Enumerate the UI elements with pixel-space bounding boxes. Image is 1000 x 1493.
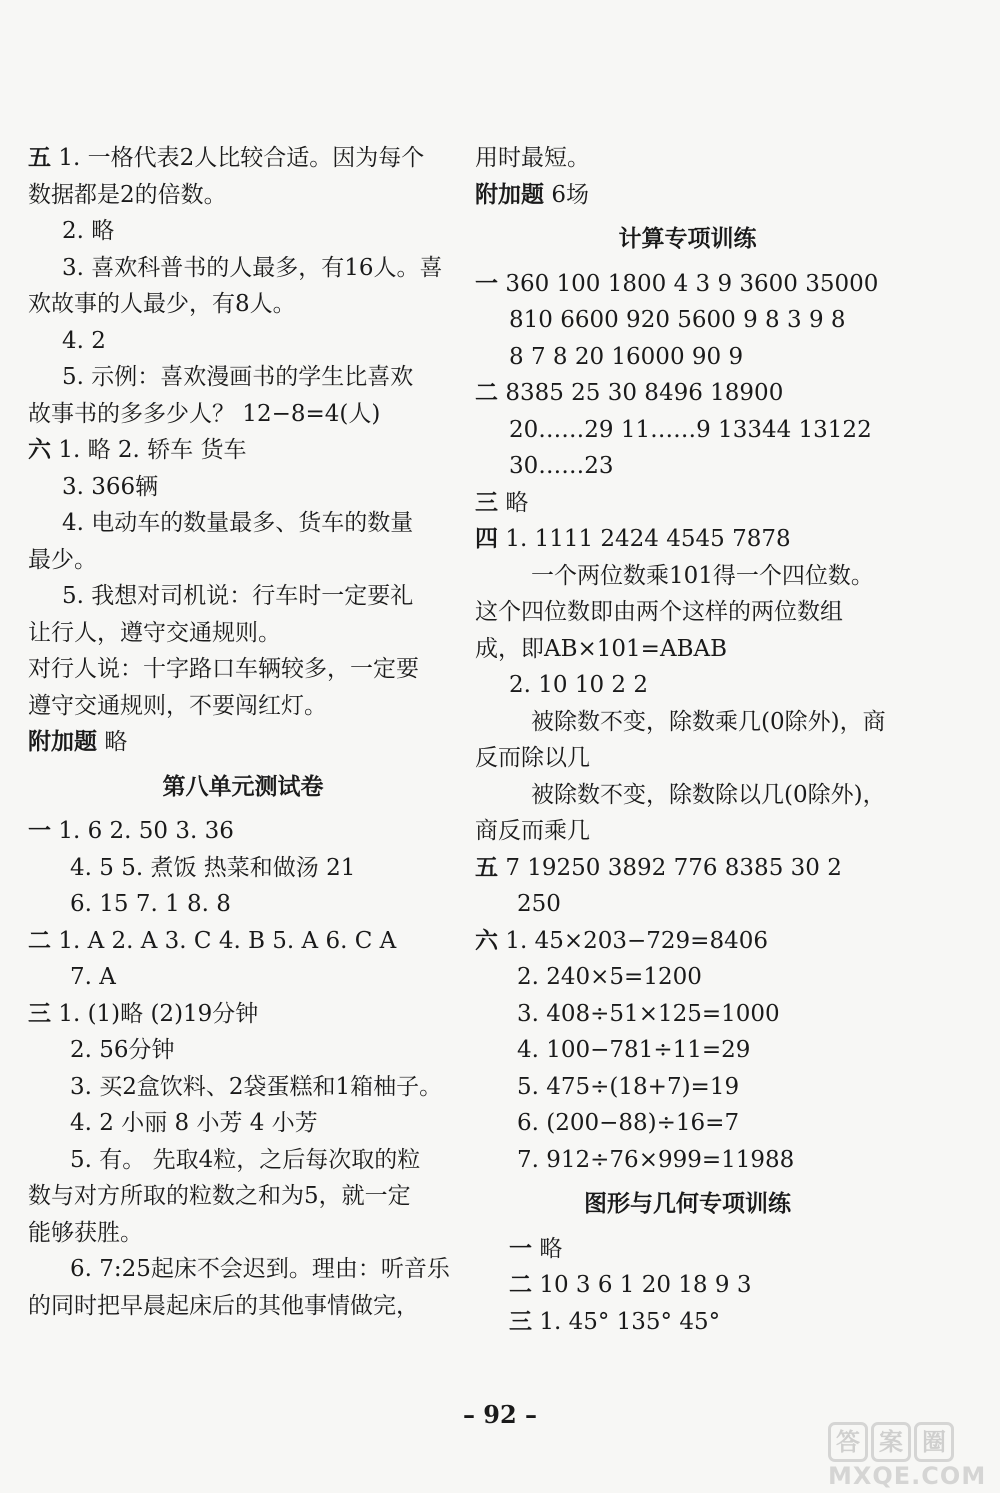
answer-line: 6. 15 7. 1 8. 8 <box>70 891 231 917</box>
right-column <box>475 140 900 1340</box>
answer-line: 三 1. 45° 135° 45° <box>509 1308 721 1335</box>
answer-line: 4. 100−781÷11=29 <box>517 1037 751 1063</box>
answer-line: 2. 10 10 2 2 <box>509 672 648 698</box>
answer-line: 六 1. 略 2. 轿车 货车 <box>28 437 247 463</box>
answer-line: 2. 240×5=1200 <box>517 964 702 990</box>
answer-line: 数据都是2的倍数。 <box>28 181 227 208</box>
answer-line: 故事书的多多少人？ 12−8=4(人) <box>28 400 381 427</box>
answer-line: 对行人说：十字路口车辆较多，一定要 <box>28 656 419 682</box>
watermark-char: 圈 <box>914 1422 954 1462</box>
answer-line: 7. 912÷76×999=11988 <box>517 1146 795 1173</box>
answer-line: 商反而乘几 <box>475 818 590 844</box>
answer-line: 30……23 <box>509 453 614 479</box>
answer-line: 3. 喜欢科普书的人最多，有16人。喜 <box>62 254 443 281</box>
answer-line: 2. 56分钟 <box>70 1037 175 1063</box>
answer-line: 810 6600 920 5600 9 8 3 9 8 <box>509 307 846 333</box>
answer-line: 3. 买2盒饮料、2袋蛋糕和1箱柚子。 <box>70 1073 443 1100</box>
answer-line: 这个四位数即由两个这样的两位数组 <box>475 599 843 625</box>
watermark-logo <box>828 1422 988 1490</box>
answer-line: 让行人，遵守交通规则。 <box>28 619 281 646</box>
watermark-char: 答 <box>828 1422 868 1462</box>
section-title: 计算专项训练 <box>618 226 757 252</box>
answer-line: 的同时把早晨起床后的其他事情做完， <box>28 1292 419 1319</box>
answer-line: 数与对方所取的粒数之和为5，就一定 <box>28 1183 411 1209</box>
answer-line: 一 1. 6 2. 50 3. 36 <box>28 818 234 844</box>
answer-line: 被除数不变，除数乘几(0除外)，商 <box>531 708 886 735</box>
answer-line: 6. (200−88)÷16=7 <box>517 1110 740 1136</box>
answer-line: 250 <box>517 891 561 917</box>
answer-line: 3. 366辆 <box>62 473 159 500</box>
answer-line: 5. 有。 先取4粒，之后每次取的粒 <box>70 1146 421 1173</box>
answer-line: 4. 2 <box>62 327 106 354</box>
watermark-url: MXQE.COM <box>828 1462 987 1490</box>
answer-line: 被除数不变，除数除以几(0除外)， <box>531 781 886 808</box>
answer-line: 4. 电动车的数量最多、货车的数量 <box>62 510 414 536</box>
answer-line: 二 10 3 6 1 20 18 9 3 <box>509 1272 752 1298</box>
answer-line: 一 略 <box>509 1235 563 1262</box>
watermark-char: 案 <box>871 1422 911 1462</box>
answer-line: 5. 475÷(18+7)=19 <box>517 1073 740 1100</box>
answer-line: 用时最短。 <box>475 145 590 171</box>
answer-line: 二 8385 25 30 8496 18900 <box>475 380 784 406</box>
answer-line: 4. 2 小丽 8 小芳 4 小芳 <box>70 1110 318 1136</box>
answer-line: 5. 我想对司机说：行车时一定要礼 <box>62 583 414 609</box>
answer-line: 一 360 100 1800 4 3 9 3600 35000 <box>475 270 879 297</box>
answer-line: 6. 7:25起床不会迟到。理由：听音乐 <box>70 1256 450 1282</box>
section-title: 第八单元测试卷 <box>162 773 324 800</box>
answer-line: 20……29 11……9 13344 13122 <box>509 416 872 443</box>
page-number: – 92 – <box>462 1400 538 1429</box>
answer-line: 二 1. A 2. A 3. C 4. B 5. A 6. C A <box>28 927 397 954</box>
answer-line: 8 7 8 20 16000 90 9 <box>509 343 744 370</box>
answer-line: 能够获胜。 <box>28 1219 143 1246</box>
answer-line: 五 1. 一格代表2人比较合适。因为每个 <box>28 145 425 171</box>
left-column <box>28 140 458 1324</box>
answer-line: 六 1. 45×203−729=8406 <box>475 927 768 954</box>
answer-line: 三 略 <box>475 489 529 516</box>
answer-line: 三 1. (1)略 (2)19分钟 <box>28 1000 259 1027</box>
answer-line: 4. 5 5. 煮饭 热菜和做汤 21 <box>70 854 356 881</box>
answer-line: 附加题 6场 <box>475 181 589 208</box>
answer-line: 附加题 略 <box>28 729 128 755</box>
answer-line: 一个两位数乘101得一个四位数。 <box>531 562 874 589</box>
answer-line: 7. A <box>70 964 116 990</box>
section-title: 图形与几何专项训练 <box>584 1191 791 1217</box>
answer-line: 最少。 <box>28 546 97 573</box>
answer-line: 欢故事的人最少，有8人。 <box>28 291 296 317</box>
answer-line: 四 1. 1111 2424 4545 7878 <box>475 526 791 552</box>
answer-line: 反而除以几 <box>475 745 590 771</box>
answer-line: 遵守交通规则，不要闯红灯。 <box>28 692 327 719</box>
answer-line: 五 7 19250 3892 776 8385 30 2 <box>475 854 842 881</box>
answer-line: 成，即AB×101=ABAB <box>475 635 727 662</box>
answer-line: 3. 408÷51×125=1000 <box>517 1000 780 1027</box>
answer-line: 5. 示例：喜欢漫画书的学生比喜欢 <box>62 364 414 390</box>
answer-line: 2. 略 <box>62 218 115 244</box>
